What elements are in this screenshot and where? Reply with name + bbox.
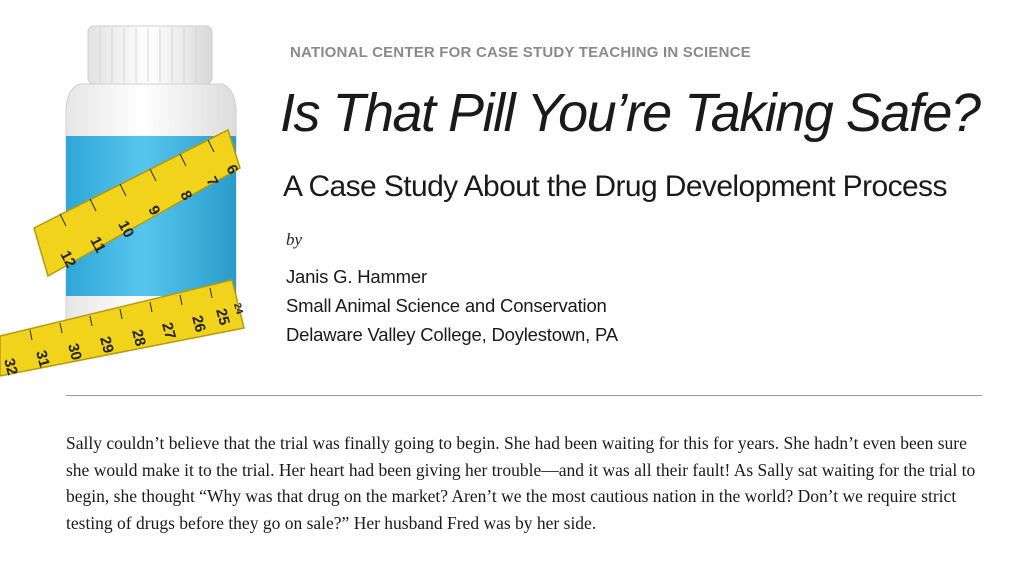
tape-number: 6: [222, 161, 242, 178]
author-name: Janis G. Hammer: [286, 266, 427, 287]
author-block: [286, 262, 618, 349]
body-paragraph: Sally couldn’t believe that the trial was finally going to begin. She had been waiting for this for years. She hadn’t even been sure she would make it to the trial. Her heart had been giving her trouble—and it was all their fault! As Sally sat waiting for the trial to begin, she thought “Why was that drug on the market? Aren’t we the most cautious nation in the world? Don’t we require strict testing of drugs before they go on sale?” Her husband Fred was by her side.: [66, 433, 976, 533]
tape-number: 32: [0, 356, 21, 378]
tape-number: 12: [56, 247, 80, 271]
tape-number: 28: [128, 327, 149, 349]
author-institution: Delaware Valley College, Doylestown, PA: [286, 324, 618, 345]
tape-number: 7: [202, 173, 222, 190]
tape-number: 24: [231, 301, 245, 316]
tape-number: 11: [86, 233, 109, 256]
tape-number: 8: [176, 187, 196, 204]
page-subtitle: A Case Study About the Drug Development Process: [283, 170, 947, 203]
tape-number: 10: [114, 217, 138, 241]
organization-name: NATIONAL CENTER FOR CASE STUDY TEACHING IN SCIENCE: [290, 44, 751, 61]
tape-number: 9: [144, 202, 164, 219]
tape-number: 31: [32, 348, 53, 370]
author-department: Small Animal Science and Conservation: [286, 295, 607, 316]
tape-number: 25: [212, 306, 233, 328]
section-divider: [66, 395, 982, 396]
byline-by: by: [286, 230, 303, 249]
tape-number: 27: [158, 320, 179, 342]
tape-number: 29: [96, 334, 117, 356]
pill-bottle-illustration: [0, 18, 250, 378]
tape-number: 26: [188, 313, 209, 335]
tape-number: 30: [64, 341, 85, 363]
bottle-cap: [88, 26, 212, 84]
page-title: Is That Pill You’re Taking Safe?: [280, 83, 980, 143]
